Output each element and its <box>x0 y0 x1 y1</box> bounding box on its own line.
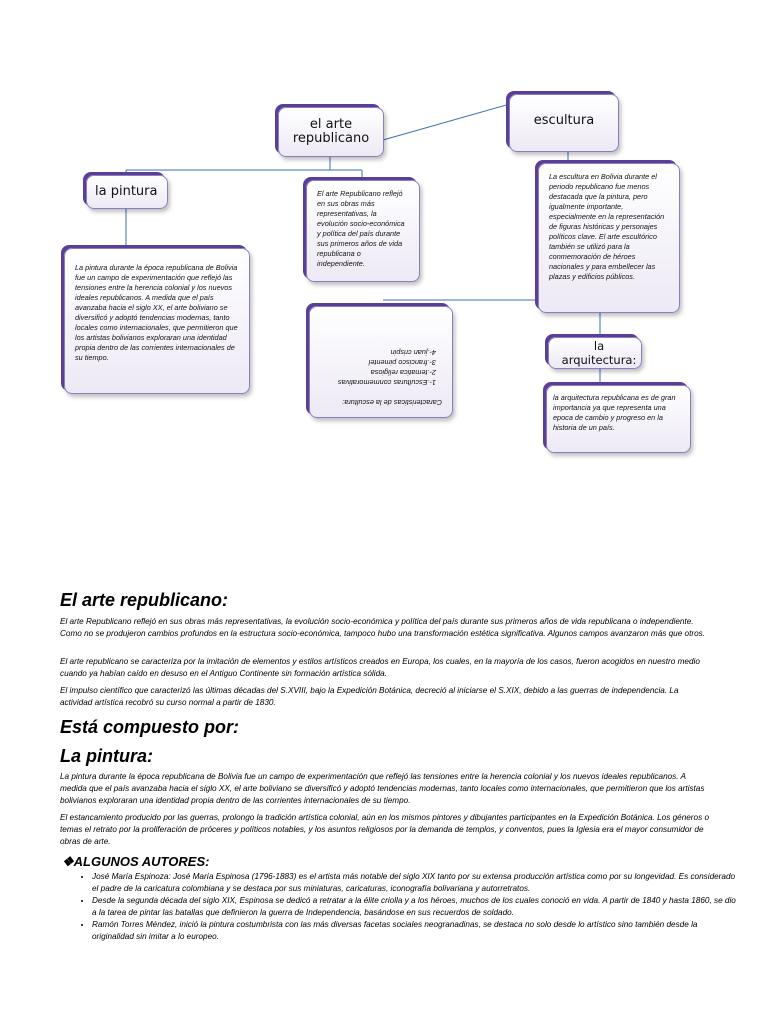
paragraph-1: El arte Republicano reflejó en sus obras más representativas, la evolución socio-económica y política del país durante sus primeros años de vida republicana o independiente. Como no se produjeron cambios profundos en la estructura socio-económica, tampoco hubo una transformación estética significativa. Algunos campos avanzaron más que otros. <box>60 617 706 638</box>
node-pintura-label: la pintura <box>95 184 158 199</box>
diamond-bullet-icon: ❖ <box>62 854 74 869</box>
note-pintura <box>64 248 250 394</box>
node-arquitectura-label: la arquitectura: <box>561 339 637 367</box>
note-arte-republicano <box>306 180 420 282</box>
note-escultura <box>538 163 680 313</box>
node-escultura <box>509 94 619 152</box>
caracteristicas-item: 3-.francisco pimentel <box>368 358 436 367</box>
authors-heading <box>62 854 209 870</box>
node-arte-republicano-label: el arte republicano <box>292 117 370 146</box>
node-arquitectura <box>548 337 642 369</box>
authors-heading-text: ALGUNOS AUTORES: <box>73 854 210 869</box>
caracteristicas-item: 4-.juan crispin <box>390 348 436 357</box>
caracteristicas-title: Caracteristicas de la escultura: <box>342 398 442 407</box>
note-caracteristicas-escultura <box>309 306 453 418</box>
authors-list <box>62 871 737 943</box>
node-arte-republicano <box>278 107 384 157</box>
note-arquitectura <box>546 385 691 453</box>
caracteristicas-item: 1-.Esculturas conmemorativas <box>337 378 436 387</box>
heading-compuesto-por: Está compuesto por: <box>60 717 240 737</box>
note-arquitectura-text: la arquitectura republicana es de gran importancia ya que representa una epoca de cambio y progreso en la historia de un país. <box>553 393 676 432</box>
heading-arte-republicano: El arte republicano: <box>60 590 229 610</box>
node-pintura <box>86 175 168 209</box>
list-item: • José María Espinoza: José María Espinosa (1796-1883) es el artista más notable del siglo XIX tanto por su extensa producción artística como por su longevidad. Es considerado el padre de la caricatura colombiana y se destaca por sus miniaturas, caricaturas, iconografía bolivariana y autorretratos. <box>92 871 737 895</box>
paragraph-5: El estancamiento producido por las guerras, prolongo la tradición artística colonial, aún en los mismos pintores y dibujantes participantes en la Expedición Botánica. Los géneros o temas el retrato por la proliferación de próceres y políticos notables, y los asuntos religiosos por la demanda de templos, y conventos, pues la Iglesia era el mayor consumidor de obras de arte. <box>60 813 710 846</box>
note-escultura-text: La escultura en Bolivia durante el periodo republicano fue menos destacada que la pintura, pero igualmente importante, especialmente en la representación de figuras históricas y personajes políticos clave. El arte escultórico también se utilizó para la conmemoración de héroes nacionales y para embellecer las plazas y edificios públicos. <box>549 172 665 281</box>
paragraph-4: La pintura durante la época republicana de Bolivia fue un campo de experimentación que reflejó las tensiones entre la herencia colonial y los nuevos ideales republicanos. A medida que el país avanzaba hacia el siglo XX, el arte boliviano se diversificó y adoptó tendencias modernas, tanto locales como internacionales, que permitieron que los artistas bolivianos exploraran una identidad propia dentro de las corrientes internacionales de su tiempo. <box>60 772 705 805</box>
paragraph-3: El impulso científico que caracterizó las últimas décadas del S.XVIII, bajo la Expedición Botánica, decreció al iniciarse el S.XIX, debido a las guerras de independencia. La actividad artística recobró su curso normal a partir de 1830. <box>60 686 679 707</box>
list-item: • Ramón Torres Méndez, inició la pintura costumbrista con las más diversas facetas sociales neogranadinas, se destaca no solo desde lo artístico sino también desde la originalidad sin imitar a lo europeo. <box>92 919 737 943</box>
caracteristicas-item: 2-.tematica religiosa <box>370 368 436 377</box>
note-pintura-text: La pintura durante la época republicana de Bolivia fue un campo de experimentación que reflejó las tensiones entre la herencia colonial y los nuevos ideales republicanos. A medida que el país avanzaba hacia el siglo XX, el arte boliviano se diversificó y adoptó tendencias modernas, tanto locales como internacionales, que permitieron que los artistas bolivianos exploraran una identidad propia dentro de las corrientes internacionales de su tiempo. <box>75 263 238 362</box>
heading-la-pintura: La pintura: <box>60 746 153 766</box>
list-item: • Desde la segunda década del siglo XIX, Espinosa se dedicó a retratar a la élite criolla y a los héroes, muchos de los cuales conoció en vida. A partir de 1840 y hasta 1860, se dio a la tarea de pintar las batallas que definieron la guerra de Independencia, basándose en sus recuerdos de soldado. <box>92 895 737 919</box>
connector-center-escultura <box>383 104 510 140</box>
note-arte-republicano-text: El arte Republicano reflejó en sus obras más representativas, la evolución socio-económica y política del país durante sus primeros años de vida republicana o independiente. <box>317 189 405 268</box>
paragraph-2: El arte republicano se caracteriza por la imitación de elementos y estilos artísticos creados en Europa, los cuales, en la mayoría de los casos, fueron acogidos en nuestro medio cuando ya habían caído en desuso en el Antiguo Continente sin formación artística sólida. <box>60 657 700 678</box>
node-escultura-label: escultura <box>533 113 595 128</box>
